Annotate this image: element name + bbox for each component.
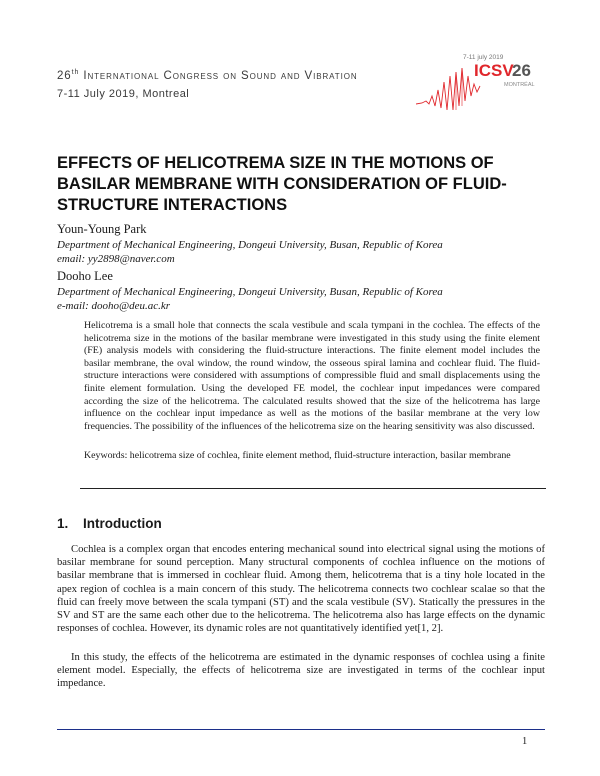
logo-city: MONTRÉAL bbox=[504, 82, 535, 88]
conference-title bbox=[57, 69, 358, 82]
conference-date: 7-11 July 2019, Montreal bbox=[57, 88, 190, 100]
author-affiliation: Department of Mechanical Engineering, Dongeui University, Busan, Republic of Korea bbox=[57, 286, 443, 298]
icsv26-logo bbox=[416, 46, 540, 116]
body-paragraph: Cochlea is a complex organ that encodes entering mechanical sound into electrical signal using the motions of basilar membrane for sound perception. Many structural components of cochlea influence on the motions of basilar membrane that is immersed in cochlear fluid. Among them, helicotrema that is a tiny hole located in the apex region of cochlea is a main concern of this study. The helicotrema connects two cochlear scalae so that the fluid can freely move between the scala tympani (ST) and the scala vestibule (SV). Statically the pressures in the SV and ST are the same each other due to the helicotrema. The helicotrema also has large effects on the dynamic responses of cochlea. However, its dynamic roles are not quantitatively identified yet[1, 2]. bbox=[57, 544, 545, 635]
section-number: 1. bbox=[57, 516, 69, 531]
abstract-text: Helicotrema is a small hole that connects the scala vestibule and scala tympani in the cochlea. The effects of the helicotrema size in the motions of the basilar membrane were investigated in this study using the finite element (FE) analysis models with considering the fluid-structure interactions. The finite element model includes the basilar membrane, the oval window, the round window, the osseous spiral lamina and cochlear fluid. The fluid-structure interactions were considered with assumptions of compressible fluid and small displacements using the finite element formulation. Using the developed FE model, the cochlear input impedances were compared according the size of the helicotrema. The calculated results showed that the size of the helicotrema has large influence on the cochlear input impedance as well as the motions of the basilar membrane at the very low frequencies. The possibility of the influences of the helicotrema size on the hearing sensitivity was also discussed. bbox=[84, 320, 540, 432]
page-number: 1 bbox=[522, 736, 528, 747]
section-divider bbox=[80, 488, 546, 489]
body-paragraph: In this study, the effects of the helicotrema are estimated in the dynamic responses of cochlea using a finite element model. Especially, the effects of helicotrema size are investigated in terms of the cochlear input impedance. bbox=[57, 652, 545, 690]
logo-waveform-icon bbox=[416, 68, 480, 110]
footer-rule bbox=[57, 729, 545, 730]
keywords: Keywords: helicotrema size of cochlea, finite element method, fluid-structure interaction, basilar membrane bbox=[84, 450, 511, 461]
logo-date: 7-11 july 2019 bbox=[463, 54, 504, 61]
author-email: email: yy2898@naver.com bbox=[57, 253, 175, 265]
section-heading bbox=[57, 516, 162, 531]
conference-name: International Congress on Sound and Vibration bbox=[83, 69, 358, 82]
author-affiliation: Department of Mechanical Engineering, Dongeui University, Busan, Republic of Korea bbox=[57, 239, 443, 251]
author-name: Youn-Young Park bbox=[57, 222, 147, 236]
author-email: e-mail: dooho@deu.ac.kr bbox=[57, 300, 171, 312]
conference-ordinal: 26th bbox=[57, 69, 80, 82]
logo-number: 26 bbox=[512, 61, 531, 80]
paper-title: EFFECTS OF HELICOTREMA SIZE IN THE MOTIONS OF BASILAR MEMBRANE WITH CONSIDERATION OF FLUID-STRUCTURE INTERACTIONS bbox=[57, 154, 507, 214]
author-name: Dooho Lee bbox=[57, 269, 113, 283]
logo-brand: ICSV bbox=[474, 61, 514, 80]
section-title: Introduction bbox=[83, 516, 162, 531]
